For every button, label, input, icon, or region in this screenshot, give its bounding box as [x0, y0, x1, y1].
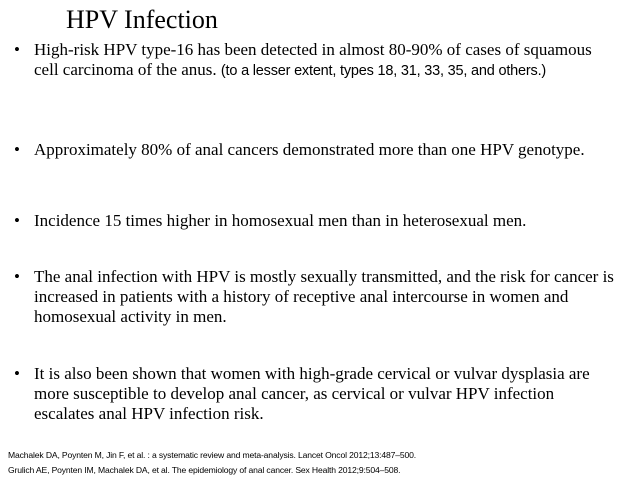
bullet-point-icon: •: [14, 140, 20, 159]
bullet-item: [14, 40, 614, 81]
reference-line: Grulich AE, Poynten IM, Machalek DA, et al. The epidemiology of anal cancer. Sex Health 2012;9:504–508.: [8, 465, 401, 475]
bullet-text: Approximately 80% of anal cancers demonstrated more than one HPV genotype.: [34, 140, 585, 159]
bullet-text: Incidence 15 times higher in homosexual men than in heterosexual men.: [34, 211, 527, 230]
bullet-item: [14, 267, 614, 327]
bullet-item: [14, 211, 614, 231]
bullet-item: [14, 140, 614, 160]
references: [8, 448, 416, 478]
bullet-note: (to a lesser extent, types 18, 31, 33, 35, and others.): [220, 63, 547, 79]
bullet-text: It is also been shown that women with high-grade cervical or vulvar dysplasia are more susceptible to develop anal cancer, as cervical or vulvar HPV infection escalates anal HPV infection risk.: [34, 364, 590, 423]
bullet-point-icon: •: [14, 40, 20, 59]
bullet-item: [14, 364, 614, 424]
bullet-text: High-risk HPV type-16 has been detected in almost 80-90% of cases of squamous cell carcinoma of the anus.: [34, 40, 592, 79]
bullet-text: The anal infection with HPV is mostly sexually transmitted, and the risk for cancer is increased in patients with a history of receptive anal intercourse in women and homosexual activity in men.: [34, 267, 614, 326]
bullet-point-icon: •: [14, 267, 20, 286]
slide-title: HPV Infection: [66, 5, 218, 34]
bullet-point-icon: •: [14, 211, 20, 230]
bullet-point-icon: •: [14, 364, 20, 383]
reference-line: Machalek DA, Poynten M, Jin F, et al. : a systematic review and meta-analysis. Lancet Oncol 2012;13:487–500.: [8, 450, 416, 460]
